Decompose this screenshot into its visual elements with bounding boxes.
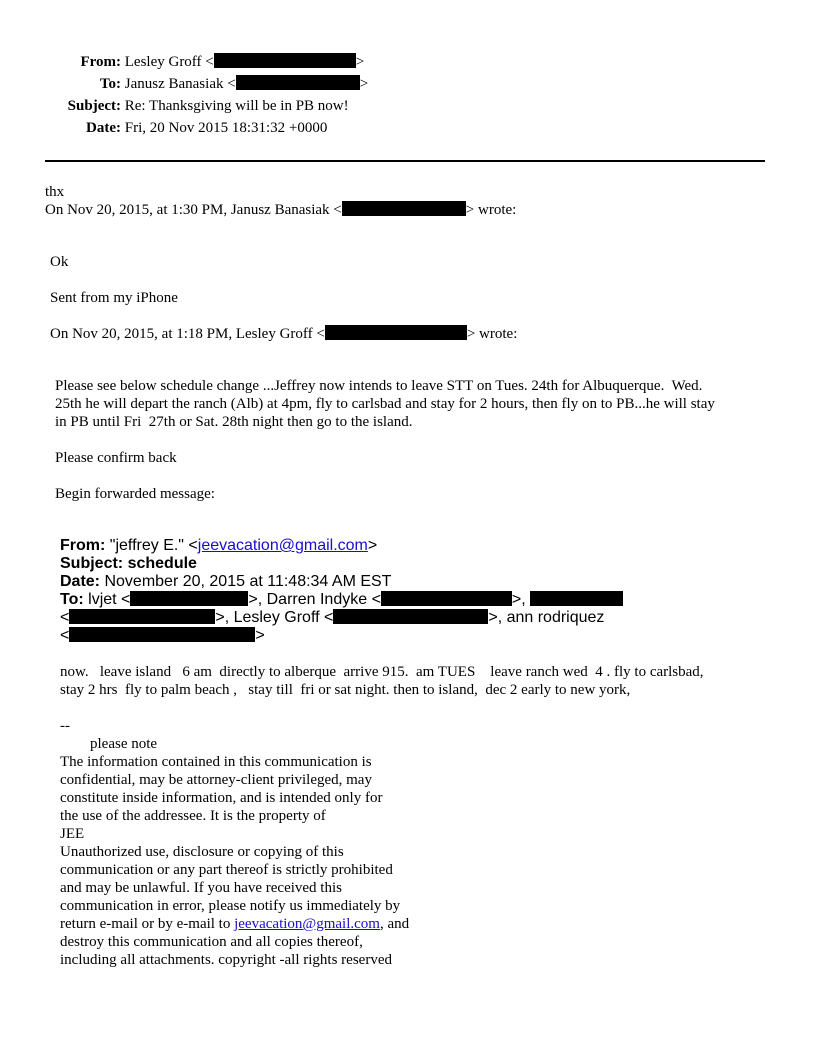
disclaimer-line: communication in error, please notify us immediately by (60, 898, 401, 914)
forward-intro: Begin forwarded message: (55, 486, 215, 502)
confirm-text: Please confirm back (55, 450, 177, 466)
paragraph-line: in PB until Fri 27th or Sat. 28th night then go to the island. (55, 414, 413, 430)
redaction (342, 201, 466, 216)
message-line: now. leave island 6 am directly to alberque arrive 915. am TUES leave ranch wed 4 . fly to carlsbad, (60, 664, 704, 680)
fwd-from-email-link[interactable]: jeevacation@gmail.com (197, 537, 368, 554)
fwd-to-cont: < >, Lesley Groff < >, ann rodriquez (60, 609, 605, 626)
disclaimer-line: confidential, may be attorney-client privileged, may (60, 772, 372, 788)
attribution-2: On Nov 20, 2015, at 1:18 PM, Lesley Groff < > wrote: (50, 326, 518, 342)
disclaimer-line: please note (60, 736, 158, 752)
disclaimer-line: The information contained in this communication is (60, 754, 372, 770)
disclaimer-line: including all attachments. copyright -all rights reserved (60, 952, 392, 968)
fwd-from: From: "jeffrey E." <jeevacation@gmail.com> (60, 537, 378, 554)
paragraph-line: Please see below schedule change ...Jeffrey now intends to leave STT on Tues. 24th for Albuquerque. Wed. (55, 378, 703, 394)
redaction (333, 609, 488, 624)
message-line: stay 2 hrs fly to palm beach , stay till fri or sat night. then to island, dec 2 early to new york, (60, 682, 631, 698)
fwd-to-cont: < > (60, 627, 265, 644)
disclaimer-line: communication or any part thereof is strictly prohibited (60, 862, 393, 878)
disclaimer-line: the use of the addressee. It is the property of (60, 808, 326, 824)
header-date: Date: Fri, 20 Nov 2015 18:31:32 +0000 (86, 120, 328, 136)
redaction (325, 325, 467, 340)
header-from: From: Lesley Groff < > (80, 54, 365, 70)
disclaimer-email-link[interactable]: jeevacation@gmail.com (234, 916, 380, 932)
reply-text: thx (45, 184, 65, 200)
redaction (69, 627, 255, 642)
divider (45, 160, 765, 162)
redaction (236, 75, 360, 90)
disclaimer-line: constitute inside information, and is intended only for (60, 790, 383, 806)
redaction (214, 53, 356, 68)
disclaimer-line: and may be unlawful. If you have received this (60, 880, 342, 896)
signature-separator: -- (60, 718, 70, 734)
fwd-subject: Subject: schedule (60, 555, 197, 572)
redaction (530, 591, 623, 606)
disclaimer-line: JEE (60, 826, 85, 842)
ok-text: Ok (50, 254, 69, 270)
disclaimer-line: destroy this communication and all copies thereof, (60, 934, 363, 950)
disclaimer-line: return e-mail or by e-mail to jeevacation@gmail.com, and (60, 916, 410, 932)
signature: Sent from my iPhone (50, 290, 178, 306)
disclaimer-line: Unauthorized use, disclosure or copying of this (60, 844, 344, 860)
redaction (130, 591, 248, 606)
fwd-to: To: lvjet < >, Darren Indyke < >, (60, 591, 623, 609)
fwd-date: Date: November 20, 2015 at 11:48:34 AM EST (60, 573, 392, 590)
attribution-1: On Nov 20, 2015, at 1:30 PM, Janusz Banasiak < > wrote: (45, 202, 517, 218)
header-to: To: Janusz Banasiak < > (99, 76, 369, 92)
redaction (69, 609, 215, 624)
header-subject: Subject: Re: Thanksgiving will be in PB now! (67, 98, 349, 114)
paragraph-line: 25th he will depart the ranch (Alb) at 4pm, fly to carlsbad and stay for 2 hours, then fly on to PB...he will stay (55, 396, 715, 412)
redaction (381, 591, 512, 606)
